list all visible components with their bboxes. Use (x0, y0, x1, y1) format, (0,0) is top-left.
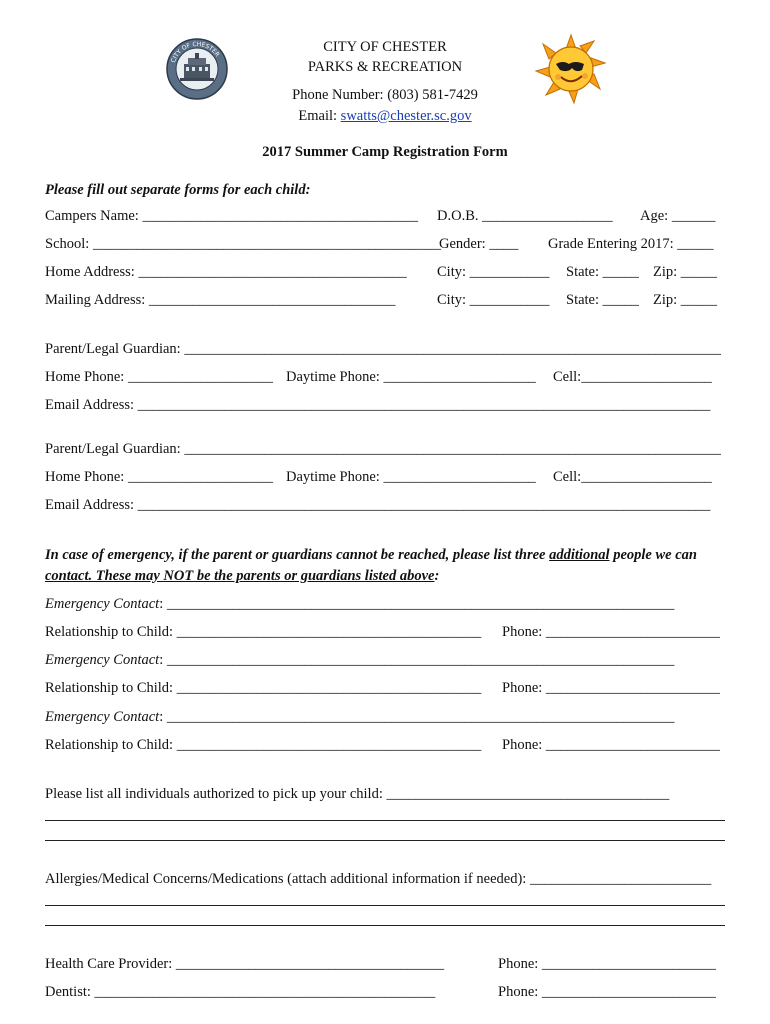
grade-label: Grade Entering 2017: (548, 236, 674, 252)
allergies-extra-line-1[interactable] (45, 905, 725, 906)
state-label: State: (566, 292, 600, 308)
email-address-label: Email Address: (45, 397, 135, 413)
cell-label: Cell: (553, 469, 582, 485)
emergency-intro-part1: In case of emergency, if the parent or guardians cannot be reached, please list three (45, 547, 550, 563)
campers-name-label: Campers Name: (45, 208, 139, 224)
phone-label: Phone: (502, 737, 543, 753)
age-field[interactable]: Age: ______ (640, 208, 716, 224)
health-provider-phone-field[interactable]: Phone: ________________________ (498, 956, 716, 972)
guardian-2-home-phone-field[interactable]: Home Phone: ____________________ (45, 469, 273, 485)
instruction-text: Please fill out separate forms for each child: (45, 182, 311, 198)
zip-label: Zip: (653, 292, 678, 308)
allergies-field[interactable]: Allergies/Medical Concerns/Medications (attach additional information if needed): _________________________ (45, 871, 712, 887)
emergency-intro-emphasis: additional (549, 547, 610, 563)
pickup-extra-line-2[interactable] (45, 840, 725, 841)
pickup-extra-line-1[interactable] (45, 820, 725, 821)
home-city-field[interactable]: City: ___________ (437, 264, 550, 280)
svg-text:CITY OF CHESTER: CITY OF CHESTER (170, 40, 221, 64)
emergency-phone-2-field[interactable]: Phone: ________________________ (502, 680, 720, 696)
dentist-phone-field[interactable]: Phone: ________________________ (498, 984, 716, 1000)
city-label: City: (437, 264, 467, 280)
relationship-1-field[interactable]: Relationship to Child: __________________________________________ (45, 624, 482, 640)
campers-name-field[interactable]: Campers Name: ______________________________________ (45, 208, 418, 224)
guardian-2-email-field[interactable]: Email Address: _______________________________________________________________________________ (45, 497, 711, 513)
state-label: State: (566, 264, 600, 280)
grade-field[interactable]: Grade Entering 2017: _____ (548, 236, 714, 252)
emergency-intro-line-2 (45, 567, 439, 585)
emergency-intro-underlined: contact. These may NOT be the parents or guardians listed above (45, 568, 435, 584)
cell-label: Cell: (553, 369, 582, 385)
email-label: Email: (298, 108, 341, 124)
dob-field[interactable]: D.O.B. __________________ (437, 208, 613, 224)
mailing-address-label: Mailing Address: (45, 292, 146, 308)
allergies-label: Allergies/Medical Concerns/Medications (attach additional information if needed): (45, 871, 527, 887)
allergies-extra-line-2[interactable] (45, 925, 725, 926)
guardian-label: Parent/Legal Guardian: (45, 341, 181, 357)
contact-email (0, 107, 770, 125)
dentist-field[interactable]: Dentist: _______________________________________________ (45, 984, 436, 1000)
relationship-label: Relationship to Child: (45, 624, 174, 640)
guardian-label: Parent/Legal Guardian: (45, 441, 181, 457)
guardian-2-daytime-phone-field[interactable]: Daytime Phone: _____________________ (286, 469, 536, 485)
daytime-phone-label: Daytime Phone: (286, 369, 380, 385)
home-state-field[interactable]: State: _____ (566, 264, 639, 280)
form-title: 2017 Summer Camp Registration Form (262, 144, 508, 160)
emergency-contact-label: Emergency Contact (45, 652, 160, 668)
emergency-contact-1-field[interactable]: Emergency Contact: ______________________________________________________________________ (45, 596, 675, 612)
pickup-label: Please list all individuals authorized to pick up your child: (45, 786, 383, 802)
guardian-2-name-field[interactable]: Parent/Legal Guardian: __________________________________________________________________________ (45, 441, 721, 457)
department-name: PARKS & RECREATION (307, 59, 463, 75)
emergency-intro-part2: people we can (609, 547, 697, 563)
gender-label: Gender: (439, 236, 486, 252)
daytime-phone-label: Daytime Phone: (286, 469, 380, 485)
emergency-intro-line-1 (45, 546, 697, 564)
health-provider-field[interactable]: Health Care Provider: _____________________________________ (45, 956, 445, 972)
health-provider-label: Health Care Provider: (45, 956, 173, 972)
phone-label: Phone: (498, 956, 539, 972)
gender-field[interactable]: Gender: ____ (439, 236, 519, 252)
dob-label: D.O.B. (437, 208, 479, 224)
emergency-contact-2-field[interactable]: Emergency Contact: ______________________________________________________________________ (45, 652, 675, 668)
emergency-contact-3-field[interactable]: Emergency Contact: ______________________________________________________________________ (45, 709, 675, 725)
guardian-2-cell-field[interactable]: Cell:__________________ (553, 469, 712, 485)
guardian-1-name-field[interactable]: Parent/Legal Guardian: __________________________________________________________________________ (45, 341, 721, 357)
guardian-1-home-phone-field[interactable]: Home Phone: ____________________ (45, 369, 273, 385)
home-phone-label: Home Phone: (45, 469, 125, 485)
phone-label: Phone: (502, 624, 543, 640)
zip-label: Zip: (653, 264, 678, 280)
sun-mascot-icon (534, 33, 608, 105)
relationship-2-field[interactable]: Relationship to Child: __________________________________________ (45, 680, 482, 696)
guardian-1-cell-field[interactable]: Cell:__________________ (553, 369, 712, 385)
home-address-label: Home Address: (45, 264, 135, 280)
phone-label: Phone: (498, 984, 539, 1000)
phone-label: Phone: (502, 680, 543, 696)
emergency-phone-3-field[interactable]: Phone: ________________________ (502, 737, 720, 753)
home-address-field[interactable]: Home Address: _____________________________________ (45, 264, 407, 280)
age-label: Age: (640, 208, 669, 224)
guardian-1-email-field[interactable]: Email Address: _______________________________________________________________________________ (45, 397, 711, 413)
mailing-state-field[interactable]: State: _____ (566, 292, 639, 308)
home-zip-field[interactable]: Zip: _____ (653, 264, 718, 280)
mailing-city-field[interactable]: City: ___________ (437, 292, 550, 308)
school-label: School: (45, 236, 90, 252)
relationship-3-field[interactable]: Relationship to Child: __________________________________________ (45, 737, 482, 753)
emergency-intro-colon: : (434, 568, 440, 584)
email-link[interactable]: swatts@chester.sc.gov (340, 108, 472, 124)
org-name: CITY OF CHESTER (323, 39, 447, 55)
emergency-contact-label: Emergency Contact (45, 709, 160, 725)
emergency-phone-1-field[interactable]: Phone: ________________________ (502, 624, 720, 640)
relationship-label: Relationship to Child: (45, 680, 174, 696)
city-label: City: (437, 292, 467, 308)
emergency-contact-label: Emergency Contact (45, 596, 160, 612)
contact-phone: Phone Number: (803) 581-7429 (292, 87, 478, 103)
mailing-address-field[interactable]: Mailing Address: __________________________________ (45, 292, 396, 308)
guardian-1-daytime-phone-field[interactable]: Daytime Phone: _____________________ (286, 369, 536, 385)
pickup-field[interactable]: Please list all individuals authorized to pick up your child: _______________________________________ (45, 786, 670, 802)
dentist-label: Dentist: (45, 984, 91, 1000)
home-phone-label: Home Phone: (45, 369, 125, 385)
relationship-label: Relationship to Child: (45, 737, 174, 753)
school-field[interactable]: School: ________________________________________________ (45, 236, 441, 252)
email-address-label: Email Address: (45, 497, 135, 513)
mailing-zip-field[interactable]: Zip: _____ (653, 292, 718, 308)
